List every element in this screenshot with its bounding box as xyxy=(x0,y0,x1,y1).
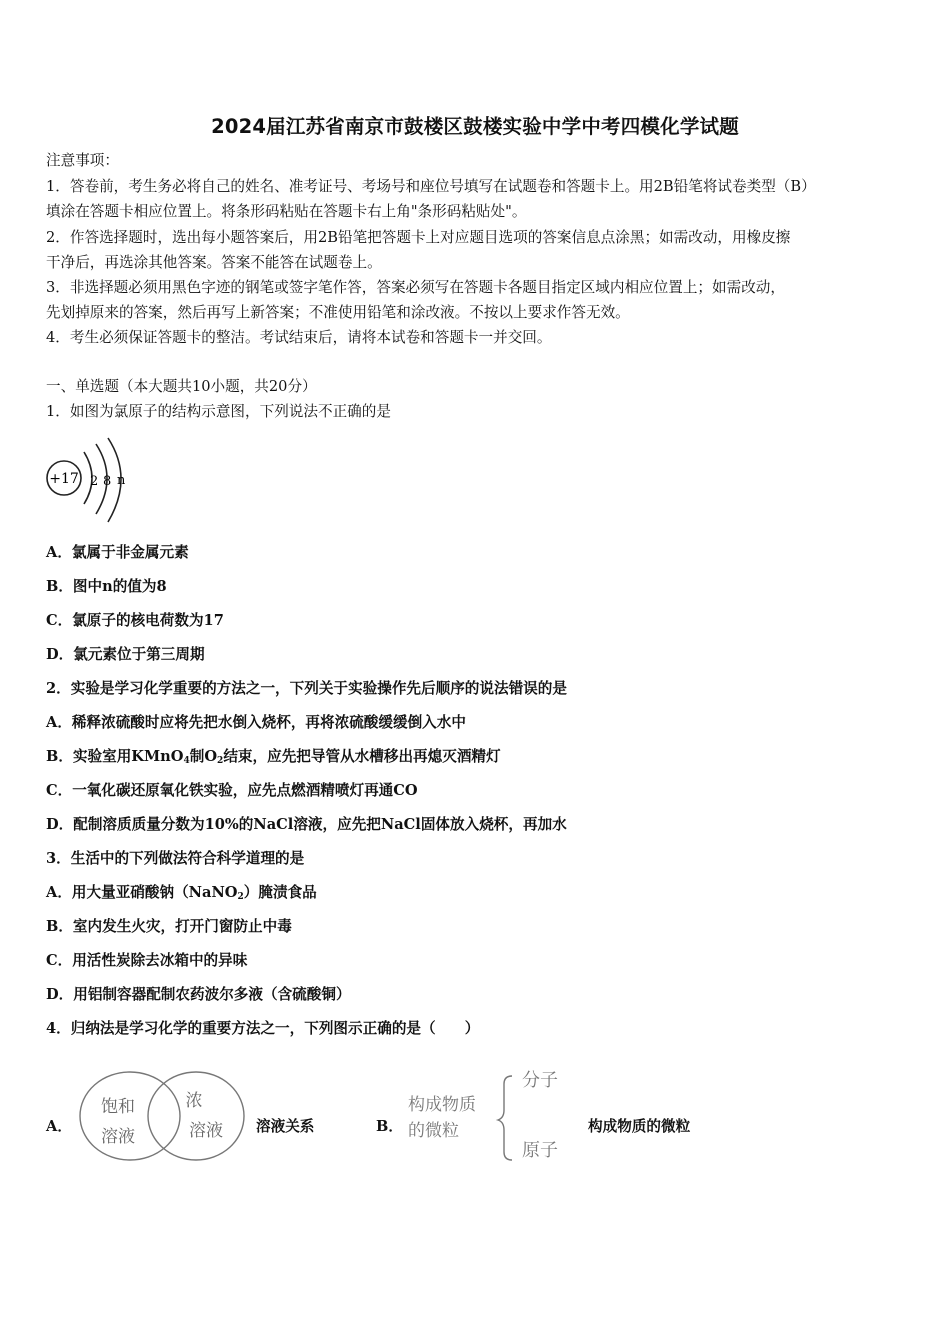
shell-electrons-2: 8 xyxy=(103,474,112,489)
particle-tree-diagram xyxy=(400,1066,580,1166)
option: B．图中n的值为8 xyxy=(46,578,167,595)
question-stem: 1．如图为氯原子的结构示意图，下列说法不正确的是 xyxy=(46,403,391,420)
venn-diagram xyxy=(78,1068,246,1164)
venn-left-2: 溶液 xyxy=(101,1127,135,1147)
chlorine-atom-diagram xyxy=(42,436,152,528)
figure-caption: 构成物质的微粒 xyxy=(588,1118,691,1135)
page-title: 2024届江苏省南京市鼓楼区鼓楼实验中学中考四模化学试题 xyxy=(211,115,739,138)
notice-line: 1．答卷前，考生务必将自己的姓名、准考证号、考场号和座位号填写在试题卷和答题卡上。用2B铅笔将试卷类型（B） xyxy=(46,178,816,195)
tree-root-1: 构成物质 xyxy=(408,1095,476,1115)
tree-root-2: 的微粒 xyxy=(408,1121,459,1141)
question-stem: 3．生活中的下列做法符合科学道理的是 xyxy=(46,850,305,867)
option: D．用铝制容器配制农药波尔多液（含硫酸铜） xyxy=(46,986,351,1003)
question-stem: 4．归纳法是学习化学的重要方法之一，下列图示正确的是（ ） xyxy=(46,1020,480,1037)
option-text: ）腌渍食品 xyxy=(243,884,317,901)
option: D．氯元素位于第三周期 xyxy=(46,646,205,663)
option-text: A．用大量亚硝酸钠（NaNO xyxy=(46,884,238,901)
subscript: 2 xyxy=(237,892,244,902)
subscript: 4 xyxy=(183,756,190,766)
notice-line: 先划掉原来的答案，然后再写上新答案；不准使用铅笔和涂改液。不按以上要求作答无效。 xyxy=(46,304,630,321)
venn-right-2: 溶液 xyxy=(189,1121,223,1141)
section-heading: 一、单选题（本大题共10小题，共20分） xyxy=(46,378,317,395)
notice-line: 填涂在答题卡相应位置上。将条形码粘贴在答题卡右上角"条形码粘贴处"。 xyxy=(46,203,527,220)
concentrated-circle xyxy=(148,1072,244,1160)
notice-line: 干净后，再选涂其他答案。答案不能答在试题卷上。 xyxy=(46,254,382,271)
tree-branch-2: 原子 xyxy=(522,1140,558,1161)
notice-heading: 注意事项： xyxy=(46,152,119,169)
tree-brace xyxy=(498,1076,512,1160)
shell-electrons-1: 2 xyxy=(90,474,99,489)
shell-electrons-3: n xyxy=(117,473,126,488)
option-text: 制O xyxy=(189,748,218,765)
option: C．用活性炭除去冰箱中的异味 xyxy=(46,952,248,969)
option: A．氯属于非金属元素 xyxy=(46,544,189,561)
nucleus-charge: +17 xyxy=(49,471,79,487)
venn-right-1: 浓 xyxy=(185,1091,203,1111)
option-label: B． xyxy=(376,1118,403,1135)
notice-line: 2．作答选择题时，选出每小题答案后，用2B铅笔把答题卡上对应题目选项的答案信息点涂黑；如需改动，用橡皮擦 xyxy=(46,229,791,246)
notice-line: 3．非选择题必须用黑色字迹的钢笔或签字笔作答，答案必须写在答题卡各题目指定区域内相应位置上；如需改动， xyxy=(46,279,785,296)
option xyxy=(46,747,501,771)
option: A．稀释浓硫酸时应将先把水倒入烧杯，再将浓硫酸缓缓倒入水中 xyxy=(46,714,466,731)
figure-caption: 溶液关系 xyxy=(256,1118,315,1135)
option: C．一氧化碳还原氧化铁实验，应先点燃酒精喷灯再通CO xyxy=(46,782,418,799)
option: C．氯原子的核电荷数为17 xyxy=(46,612,224,629)
option: B．室内发生火灾，打开门窗防止中毒 xyxy=(46,918,292,935)
venn-left-1: 饱和 xyxy=(101,1097,135,1117)
question-stem: 2．实验是学习化学重要的方法之一，下列关于实验操作先后顺序的说法错误的是 xyxy=(46,680,567,697)
tree-branch-1: 分子 xyxy=(522,1070,558,1091)
subscript: 2 xyxy=(217,756,224,766)
notice-line: 4．考生必须保证答题卡的整洁。考试结束后，请将本试卷和答题卡一并交回。 xyxy=(46,329,552,346)
option: D．配制溶质质量分数为10%的NaCl溶液，应先把NaCl固体放入烧杯，再加水 xyxy=(46,816,567,833)
option-text: B．实验室用KMnO xyxy=(46,748,184,765)
option-text: 结束，应先把导管从水槽移出再熄灭酒精灯 xyxy=(223,748,501,765)
option-label: A． xyxy=(46,1118,72,1135)
option xyxy=(46,883,317,907)
